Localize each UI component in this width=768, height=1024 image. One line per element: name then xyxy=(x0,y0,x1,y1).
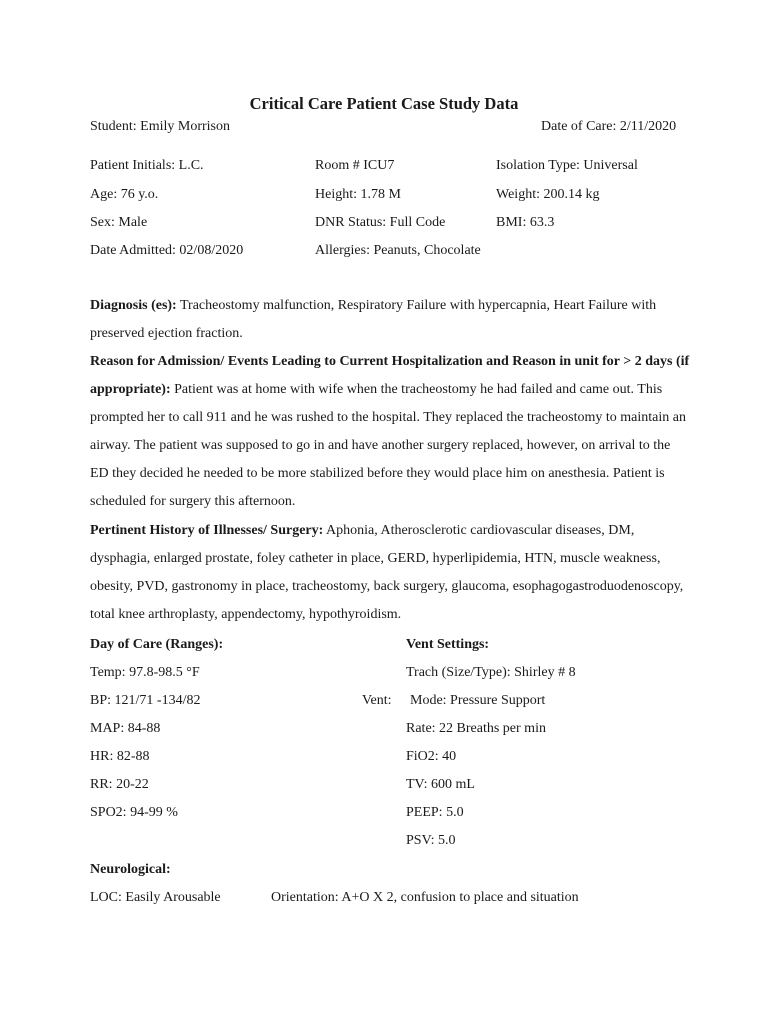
vent-mode: Mode: Pressure Support xyxy=(410,693,546,708)
date-of-care: Date of Care: 2/11/2020 xyxy=(541,119,677,134)
reason-section xyxy=(90,348,690,516)
history-section xyxy=(90,517,690,629)
reason-label: Reason for Admission/ Events Leading to Current Hospitalization and Reason in unit for > 2 days (if appropriate): xyxy=(90,354,690,397)
patient-height: Height: 1.78 M xyxy=(315,187,401,202)
map-range: MAP: 84-88 xyxy=(90,721,161,736)
neurological-heading: Neurological: xyxy=(90,862,171,877)
patient-initials: Patient Initials: L.C. xyxy=(90,158,204,173)
history-text: Aphonia, Atherosclerotic cardiovascular diseases, DM, dysphagia, enlarged prostate, foley catheter in place, GERD, hyperlipidemia, HTN, muscle weakness, obesity, PVD, gastronomy in place, tracheostomy, back surgery, glaucoma, esophagogastroduodenoscopy, total knee arthroplasty, appendectomy, hypothyroidism. xyxy=(90,523,684,622)
day-of-care-heading: Day of Care (Ranges): xyxy=(90,637,224,652)
patient-weight: Weight: 200.14 kg xyxy=(496,187,600,202)
isolation-type: Isolation Type: Universal xyxy=(496,158,638,173)
diagnosis-text: Tracheostomy malfunction, Respiratory Failure with hypercapnia, Heart Failure with preserved ejection fraction. xyxy=(90,298,657,341)
vent-psv: PSV: 5.0 xyxy=(406,833,456,848)
level-of-consciousness: LOC: Easily Arousable xyxy=(90,890,221,905)
room-number: Room # ICU7 xyxy=(315,158,395,173)
diagnosis-section xyxy=(90,292,690,348)
vent-peep: PEEP: 5.0 xyxy=(406,805,464,820)
vent-rate: Rate: 22 Breaths per min xyxy=(406,721,546,736)
allergies: Allergies: Peanuts, Chocolate xyxy=(315,243,481,258)
orientation: Orientation: A+O X 2, confusion to place and situation xyxy=(271,890,579,905)
rr-range: RR: 20-22 xyxy=(90,777,149,792)
vent-label: Vent: xyxy=(362,693,392,708)
spo2-range: SPO2: 94-99 % xyxy=(90,805,178,820)
student-name: Student: Emily Morrison xyxy=(90,119,230,134)
vent-settings-heading: Vent Settings: xyxy=(406,637,490,652)
diagnosis-label: Diagnosis (es): xyxy=(90,298,177,313)
hr-range: HR: 82-88 xyxy=(90,749,150,764)
bp-range: BP: 121/71 -134/82 xyxy=(90,693,201,708)
patient-sex: Sex: Male xyxy=(90,215,148,230)
document-title: Critical Care Patient Case Study Data xyxy=(249,94,519,113)
history-label: Pertinent History of Illnesses/ Surgery: xyxy=(90,523,324,538)
reason-text: Patient was at home with wife when the tracheostomy he had failed and came out. This prompted her to call 911 and he was rushed to the hospital. They replaced the tracheostomy to maintain an airway. The patient was supposed to go in and have another surgery replaced, however, on arrival to the ED they decided he needed to be more stabilized before they would place him on anesthesia. Patient is scheduled for surgery this afternoon. xyxy=(90,382,686,509)
vent-tidal-volume: TV: 600 mL xyxy=(406,777,475,792)
patient-bmi: BMI: 63.3 xyxy=(496,215,555,230)
dnr-status: DNR Status: Full Code xyxy=(315,215,446,230)
date-admitted: Date Admitted: 02/08/2020 xyxy=(90,243,244,258)
temp-range: Temp: 97.8-98.5 °F xyxy=(90,665,200,680)
patient-age: Age: 76 y.o. xyxy=(90,187,159,202)
trach-size-type: Trach (Size/Type): Shirley # 8 xyxy=(406,665,576,680)
vent-fio2: FiO2: 40 xyxy=(406,749,457,764)
